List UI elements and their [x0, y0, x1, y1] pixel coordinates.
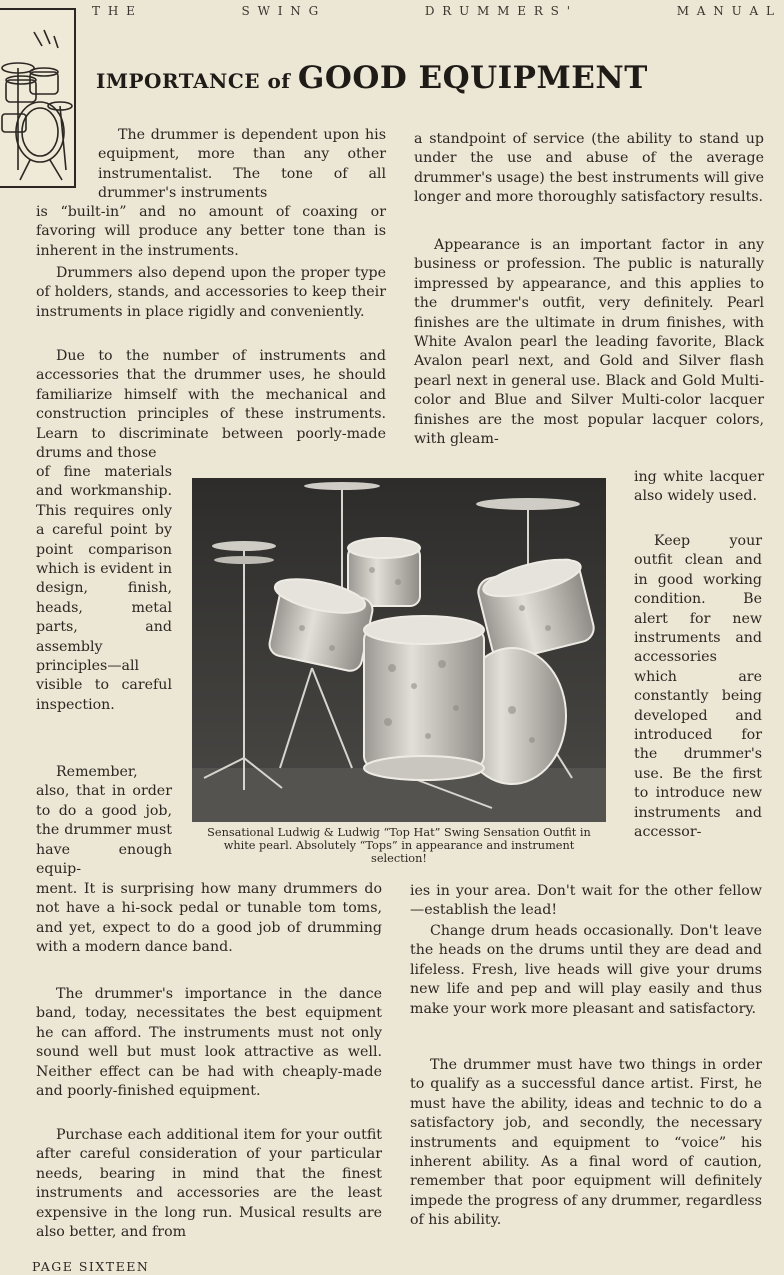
paragraph-drum-heads: Change drum heads occasionally. Don't leave the heads on the drums until they are dead and lifeless. Fresh, live heads will give your drums new life and pep and will play easily and thus make your work more pleasant and satisfactory. [410, 923, 762, 1017]
running-head-word: T H E [92, 4, 137, 18]
running-head-word: M A N U A L [676, 4, 776, 18]
drum-illustration [0, 8, 76, 188]
paragraph-purchase: Purchase each additional item for your outfit after careful consideration of your particular needs, bearing in mind that the finest instruments and accessories are the least expensive in the long run. Musical results are also better, and from [36, 1127, 382, 1241]
paragraph-appearance-cont: ing white lacquer also widely used. [634, 469, 764, 505]
drum-kit-icon [0, 10, 76, 190]
page-number: PAGE SIXTEEN [32, 1259, 150, 1274]
running-head [92, 4, 776, 18]
paragraph-holders: Drummers also depend upon the proper type of holders, stands, and accessories to keep their instruments in place rigidly and conveniently. [36, 265, 386, 320]
paragraph-dependence-cont: is “built-in” and no amount of coaxing or favoring will produce any better tone than is inherent in the instruments. [36, 204, 386, 259]
running-head-word: S W I N G [241, 4, 321, 18]
headline-emphasis: GOOD EQUIPMENT [297, 60, 648, 96]
paragraph-importance: The drummer's importance in the dance band, today, necessitates the best equipment he can afford. The instruments must not only sound well but must look attractive as well. Neither effect can be had with cheaply-made and poorly-finished equipment. [36, 986, 382, 1100]
paragraph-service: a standpoint of service (the ability to stand up under the use and abuse of the average drummer's usage) the best instruments will give longer and more thoroughly satisfactory results. [414, 131, 764, 206]
paragraph-discriminate: Due to the number of instruments and accessories that the drummer uses, he should familiarize himself with the mechanical and construction principles of these instruments. Learn to discriminate between poorly-made drums and those [36, 348, 386, 462]
paragraph-keep-clean-cont: ies in your area. Don't wait for the other fellow—establish the lead! [410, 883, 762, 919]
paragraph-inspection: of fine materials and workmanship. This requires only a careful point by point comparison which is evident in design, finish, heads, metal parts, and assembly principles—all visible to careful inspection. [36, 464, 172, 713]
headline-intro: IMPORTANCE of [96, 69, 298, 93]
running-head-word: D R U M M E R S ' [424, 4, 573, 18]
article-headline [96, 60, 768, 96]
paragraph-remember-cont: ment. It is surprising how many drummers do not have a hi-sock pedal or tunable tom toms, and yet, expect to do a good job of drumming with a modern dance band. [36, 881, 382, 956]
photo-caption: Sensational Ludwig & Ludwig “Top Hat” Swing Sensation Outfit in white pearl. Absolutely “Tops” in appearance and instrument selection! [207, 826, 591, 865]
paragraph-final-word: The drummer must have two things in order to qualify as a successful dance artist. First, he must have the ability, ideas and technic to do a satisfactory job, and secondly, the necessary instruments and equipment to “voice” his inherent ability. As a final word of caution, remember that poor equipment will definitely impede the progress of any drummer, regardless of his ability. [410, 1057, 762, 1229]
paragraph-appearance: Appearance is an important factor in any business or profession. The public is naturally impressed by appearance, and this applies to the drummer's outfit, very definitely. Pearl finishes are the ultimate in drum finishes, with White Avalon pearl the leading favorite, Black Avalon pearl next, and Gold and Silver flash pearl next in general use. Black and Gold Multi-color and Blue and Silver Multi-color lacquer finishes are the most popular lacquer colors, with gleam- [414, 237, 764, 448]
paragraph-remember: Remember, also, that in order to do a good job, the drummer must have enough equip- [36, 764, 172, 878]
paragraph-keep-clean: Keep your outfit clean and in good working condition. Be alert for new instruments and accessories which are constantly being developed and introduced for the drummer's use. Be the first to introduce new instruments and accessor- [634, 533, 762, 841]
drum-outfit-photo [192, 478, 606, 822]
drum-set-image [192, 478, 606, 822]
paragraph-dependence: The drummer is dependent upon his equipment, more than any other instrumentalist. The tone of all drummer's instruments [98, 127, 386, 202]
